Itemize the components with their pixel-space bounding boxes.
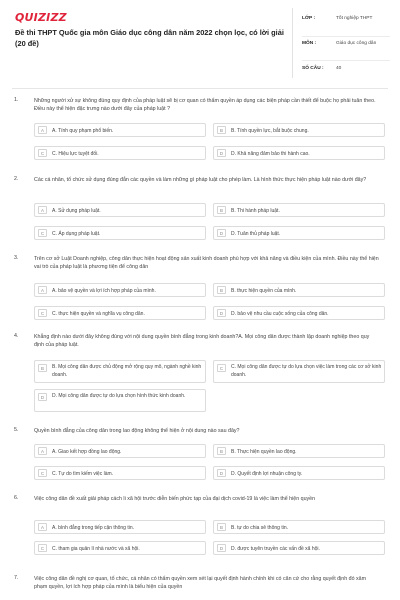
option-letter-badge: D <box>217 149 226 157</box>
option-letter-badge: B <box>217 523 226 531</box>
answer-option-b[interactable] <box>213 283 385 297</box>
question-text: Trên cơ sở Luật Doanh nghiệp, công dân thực hiện hoạt động sản xuất kinh doanh phù hợp với khả năng và điều kiện của mình. Điều này thể hiện vai trò của pháp luật là phương tiện để công dân <box>34 256 379 271</box>
answer-option-a[interactable] <box>34 123 206 137</box>
question-number: 3. <box>14 255 19 261</box>
option-text: B. Mọi công dân được chủ động mở rộng quy mô, ngành nghề kinh doanh. <box>52 364 202 379</box>
option-text: C. tham gia quản lí nhà nước và xã hội. <box>52 546 140 552</box>
option-letter-badge: A <box>38 286 47 294</box>
option-text: A. bảo vệ quyền và lợi ích hợp pháp của mình. <box>52 288 156 294</box>
option-letter-badge: B <box>217 447 226 455</box>
option-letter-badge: A <box>38 523 47 531</box>
option-letter-badge: C <box>217 364 226 372</box>
option-text: B. Tính quyền lực, bắt buộc chung. <box>231 128 309 134</box>
option-text: A. Sử dụng pháp luật. <box>52 208 101 214</box>
option-text: C. Áp dụng pháp luật. <box>52 231 101 237</box>
option-text: D. Tuân thủ pháp luật. <box>231 231 281 237</box>
answer-option-c[interactable] <box>213 360 385 383</box>
option-text: A. Tính quy phạm phổ biến. <box>52 128 114 134</box>
meta-grade <box>302 16 392 23</box>
header-divider <box>12 88 388 89</box>
question-text: Việc công dân đề nghị cơ quan, tổ chức, cá nhân có thẩm quyền xem xét lại quyết định hành chính khi có căn cứ cho rằng quyết định đó xâm phạm quyền, lợi ích hợp pháp của mình là biểu hiện của quyền <box>34 576 367 591</box>
option-text: D. Quyết định lợi nhuận công ty. <box>231 471 303 477</box>
option-letter-badge: C <box>38 309 47 317</box>
option-text: C. Tự do tìm kiếm việc làm. <box>52 471 114 477</box>
meta-separator <box>302 60 390 61</box>
option-text: A. bình đẳng trong tiếp cận thông tin. <box>52 525 135 531</box>
option-text: C. thực hiện quyền và nghĩa vụ công dân. <box>52 311 145 317</box>
option-text: D. được tuyên truyền các vấn đề xã hội. <box>231 546 320 552</box>
answer-option-b[interactable] <box>213 203 385 217</box>
question-text: Quyền bình đẳng của công dân trong lao động không thể hiện ở nội dung nào sau đây? <box>34 428 240 434</box>
option-letter-badge: D <box>217 309 226 317</box>
answer-option-a[interactable] <box>34 520 206 534</box>
answer-option-c[interactable] <box>34 146 206 160</box>
meta-subject-value: Giáo dục công dân <box>336 41 377 46</box>
option-letter-badge: D <box>217 544 226 552</box>
quizizz-logo[interactable]: QUIZIZZ <box>15 11 67 24</box>
answer-option-c[interactable] <box>34 541 206 555</box>
question-text: Những người xử sự không đúng quy định của pháp luật sẽ bị cơ quan có thẩm quyền áp dụng các biện pháp cần thiết để buộc họ phải tuân theo. Điều này thể hiện đặc trưng nào dưới đây của pháp luật ? <box>34 98 376 113</box>
option-letter-badge: A <box>38 447 47 455</box>
option-text: C. Hiệu lực tuyệt đối. <box>52 151 99 157</box>
meta-count-value: 40 <box>336 66 342 71</box>
question-number: 4. <box>14 333 19 339</box>
answer-option-d[interactable] <box>213 146 385 160</box>
option-letter-badge: A <box>38 126 47 134</box>
question-number: 7. <box>14 575 19 581</box>
meta-subject-label: MÔN : <box>302 41 317 46</box>
worksheet-title: Đề thi THPT Quốc gia môn Giáo dục công dân năm 2022 chọn lọc, có lời giải (20 đề) <box>15 28 284 48</box>
meta-separator <box>302 36 390 37</box>
meta-grade-label: LỚP : <box>302 16 316 21</box>
question-number: 1. <box>14 97 19 103</box>
option-text: A. Giao kết hợp đồng lao động. <box>52 449 122 455</box>
option-letter-badge: D <box>217 469 226 477</box>
option-text: D. Mọi công dân được tự do lựa chọn hình thức kinh doanh. <box>52 393 186 399</box>
option-letter-badge: B <box>38 364 47 372</box>
option-letter-badge: C <box>38 149 47 157</box>
answer-option-b[interactable] <box>34 360 206 383</box>
answer-option-a[interactable] <box>34 283 206 297</box>
answer-option-b[interactable] <box>213 520 385 534</box>
answer-option-d[interactable] <box>213 541 385 555</box>
answer-option-d[interactable] <box>213 306 385 320</box>
answer-option-a[interactable] <box>34 444 206 458</box>
answer-option-c[interactable] <box>34 226 206 240</box>
meta-divider <box>292 8 293 78</box>
question-number: 2. <box>14 176 19 182</box>
question-text: Việc công dân đề xuất giải pháp cách li xã hội trước diễn biến phức tạp của đại dịch covid-19 là việc làm thể hiện quyền <box>34 496 316 502</box>
option-text: B. Thi hành pháp luật. <box>231 208 280 214</box>
answer-option-b[interactable] <box>213 123 385 137</box>
meta-count-label: SỐ CÂU : <box>302 66 324 71</box>
answer-option-b[interactable] <box>213 444 385 458</box>
meta-count <box>302 66 392 73</box>
meta-subject <box>302 41 392 48</box>
answer-option-c[interactable] <box>34 306 206 320</box>
option-text: D. bảo vệ nhu cầu cuộc sống của công dân. <box>231 311 329 317</box>
option-letter-badge: B <box>217 126 226 134</box>
meta-grade-value: Tốt nghiệp THPT <box>336 16 373 21</box>
option-text: D. Khả năng đảm bảo thi hành cao. <box>231 151 310 157</box>
option-letter-badge: C <box>38 229 47 237</box>
option-letter-badge: D <box>217 229 226 237</box>
option-letter-badge: B <box>217 206 226 214</box>
option-letter-badge: A <box>38 206 47 214</box>
option-letter-badge: C <box>38 544 47 552</box>
answer-option-d[interactable] <box>34 389 206 412</box>
question-text: Khẳng định nào dưới đây không đúng với nội dung quyền bình đẳng trong kinh doanh?A. Mọi công dân được thành lập doanh nghiệp theo quy định của pháp luật. <box>34 334 370 349</box>
option-letter-badge: C <box>38 469 47 477</box>
option-text: B. tự do chia sẻ thông tin. <box>231 525 288 531</box>
answer-option-d[interactable] <box>213 466 385 480</box>
worksheet-header <box>0 0 400 88</box>
answer-option-c[interactable] <box>34 466 206 480</box>
answer-option-a[interactable] <box>34 203 206 217</box>
question-number: 5. <box>14 427 19 433</box>
option-text: B. Thực hiện quyền lao động. <box>231 449 297 455</box>
option-letter-badge: B <box>217 286 226 294</box>
question-number: 6. <box>14 495 19 501</box>
answer-option-d[interactable] <box>213 226 385 240</box>
option-letter-badge: D <box>38 393 47 401</box>
option-text: B. thực hiện quyền của mình. <box>231 288 297 294</box>
question-text: Các cá nhân, tổ chức sử dụng đúng đắn các quyền và làm những gì pháp luật cho phép làm. Là hình thức thực hiện pháp luật nào dưới đây? <box>34 177 367 183</box>
option-text: C. Mọi công dân được tự do lựa chọn việc làm trong các cơ sở kinh doanh. <box>231 364 382 379</box>
